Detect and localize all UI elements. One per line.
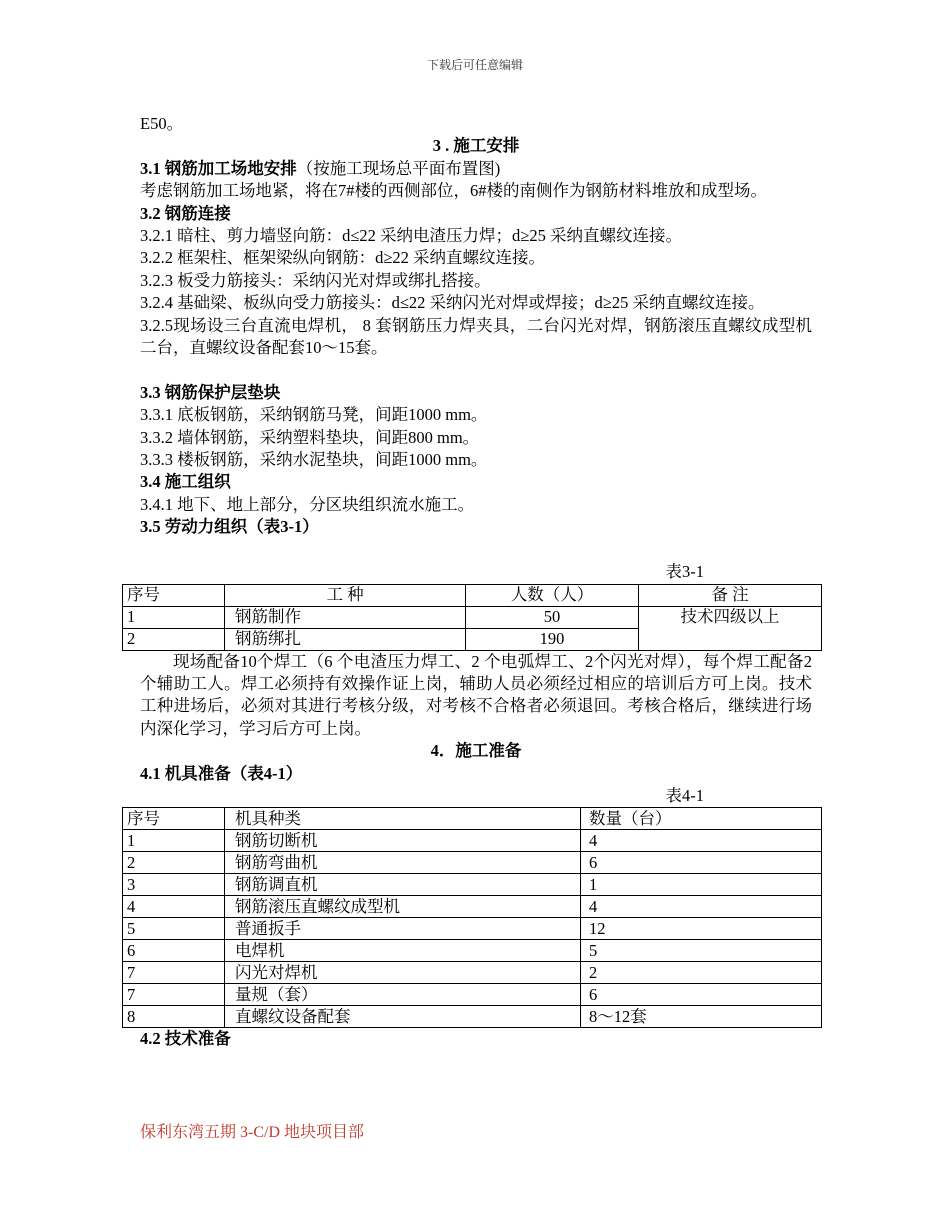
table-row — [123, 918, 822, 940]
table-cell: 钢筋制作 — [225, 606, 466, 628]
table-cell: 12 — [581, 918, 822, 940]
table-cell: 电焊机 — [225, 940, 581, 962]
table-cell: 8～12套 — [581, 1006, 822, 1028]
table-cell: 190 — [466, 628, 639, 650]
table-cell: 6 — [581, 984, 822, 1006]
table-row — [123, 606, 822, 628]
table-cell-remark: 技术四级以上 — [639, 606, 822, 650]
heading-bold-part: 3.1 钢筋加工场地安排 — [140, 158, 297, 178]
footer-project-name: 保利东湾五期 3-C/D 地块项目部 — [140, 1124, 365, 1141]
text-line: E50。 — [140, 114, 184, 133]
paragraph-3-2-2: 3.2.2 框架柱、框架梁纵向钢筋：d≥22 采纳直螺纹连接。 — [140, 248, 546, 268]
table-cell: 5 — [581, 940, 822, 962]
table-row — [123, 852, 822, 874]
table-cell: 4 — [581, 830, 822, 852]
table-cell: 钢筋绑扎 — [225, 628, 466, 650]
table-row — [123, 874, 822, 896]
table-cell: 5 — [123, 918, 225, 940]
table-cell: 4 — [123, 896, 225, 918]
table-cell: 4 — [581, 896, 822, 918]
heading-note-part: （按施工现场总平面布置图) — [296, 158, 501, 178]
table-cell: 6 — [123, 940, 225, 962]
table-cell: 普通扳手 — [225, 918, 581, 940]
table-cell: 钢筋调直机 — [225, 874, 581, 896]
table-row — [123, 984, 822, 1006]
table-cell: 直螺纹设备配套 — [225, 1006, 581, 1028]
table-caption-4-1: 表4-1 — [665, 785, 704, 805]
subsection-heading-3-1 — [140, 158, 812, 180]
table-cell: 1 — [581, 874, 822, 896]
equipment-table — [122, 807, 822, 1028]
table-cell: 钢筋切断机 — [225, 830, 581, 852]
section-heading-4: 4．施工准备 — [430, 741, 522, 761]
header-note: 下载后可任意编辑 — [426, 58, 523, 72]
table-header-cell: 数量（台） — [581, 808, 822, 830]
paragraph-3-2-5: 3.2.5现场设三台直流电焊机， 8 套钢筋压力焊夹具，二台闪光对焊，钢筋滚压直螺纹成型机二台，直螺纹设备配套10～15套。 — [140, 315, 812, 358]
table-header-cell: 序号 — [123, 808, 225, 830]
table-header-cell: 机具种类 — [225, 808, 581, 830]
table-cell: 2 — [123, 852, 225, 874]
table-cell: 6 — [581, 852, 822, 874]
table-header-cell: 备 注 — [639, 584, 822, 606]
section-heading-3: 3 . 施工安排 — [432, 136, 520, 156]
table-cell: 2 — [123, 628, 225, 650]
document-body — [127, 113, 812, 1051]
paragraph-3-3-3: 3.3.3 楼板钢筋，采纳水泥垫块，间距1000 mm。 — [140, 450, 488, 470]
table-cell: 50 — [466, 606, 639, 628]
paragraph-3-4-1: 3.4.1 地下、地上部分，分区块组织流水施工。 — [140, 494, 475, 514]
table-header-cell: 人数（人） — [466, 584, 639, 606]
table-cell: 量规（套） — [225, 984, 581, 1006]
subsection-heading-3-3: 3.3 钢筋保护层垫块 — [140, 382, 281, 402]
paragraph-3-3-2: 3.3.2 墙体钢筋，采纳塑料垫块，间距800 mm。 — [140, 427, 480, 447]
paragraph-3-2-4: 3.2.4 基础梁、板纵向受力筋接头：d≤22 采纳闪光对焊或焊接；d≥25 采纳直螺纹连接。 — [140, 293, 765, 313]
table-header-cell: 序号 — [123, 584, 225, 606]
table-cell: 1 — [123, 606, 225, 628]
table-caption-3-1: 表3-1 — [665, 562, 704, 582]
paragraph-labor: 现场配备10个焊工（6 个电渣压力焊工、2 个电弧焊工、2个闪光对焊），每个焊工配备2 个辅助工人。焊工必须持有效操作证上岗，辅助人员必须经过相应的培训后方可上岗。技术工种进场后，必须对其进行考核分级，对考核不合格者必须退回。考核合格后，继续进行场内深化学习，学习后方可上岗。 — [140, 651, 812, 738]
table-header-row — [123, 584, 822, 606]
subsection-heading-3-4: 3.4 施工组织 — [140, 472, 231, 492]
paragraph-3-2-3: 3.2.3 板受力筋接头：采纳闪光对焊或绑扎搭接。 — [140, 270, 491, 290]
labor-table — [122, 584, 822, 651]
paragraph-3-1: 考虑钢筋加工场地紧，将在7#楼的西侧部位，6#楼的南侧作为钢筋材料堆放和成型场。 — [140, 181, 767, 201]
table-cell: 3 — [123, 874, 225, 896]
paragraph-3-2-1: 3.2.1 暗柱、剪力墙竖向筋：d≤22 采纳电渣压力焊；d≥25 采纳直螺纹连接。 — [140, 226, 682, 246]
table-cell: 钢筋弯曲机 — [225, 852, 581, 874]
subsection-heading-4-1: 4.1 机具准备（表4-1） — [140, 763, 303, 783]
table-cell: 7 — [123, 984, 225, 1006]
table-cell: 8 — [123, 1006, 225, 1028]
subsection-heading-4-2: 4.2 技术准备 — [140, 1029, 231, 1049]
subsection-heading-3-2: 3.2 钢筋连接 — [140, 203, 231, 223]
table-header-row — [123, 808, 822, 830]
table-cell: 钢筋滚压直螺纹成型机 — [225, 896, 581, 918]
table-cell: 1 — [123, 830, 225, 852]
table-cell: 2 — [581, 962, 822, 984]
table-row — [123, 940, 822, 962]
table-row — [123, 1006, 822, 1028]
table-row — [123, 896, 822, 918]
table-cell: 7 — [123, 962, 225, 984]
table-row — [123, 830, 822, 852]
subsection-heading-3-5: 3.5 劳动力组织（表3-1） — [140, 517, 319, 537]
table-cell: 闪光对焊机 — [225, 962, 581, 984]
table-row — [123, 962, 822, 984]
table-header-cell: 工 种 — [225, 584, 466, 606]
paragraph-3-3-1: 3.3.1 底板钢筋，采纳钢筋马凳，间距1000 mm。 — [140, 405, 488, 425]
